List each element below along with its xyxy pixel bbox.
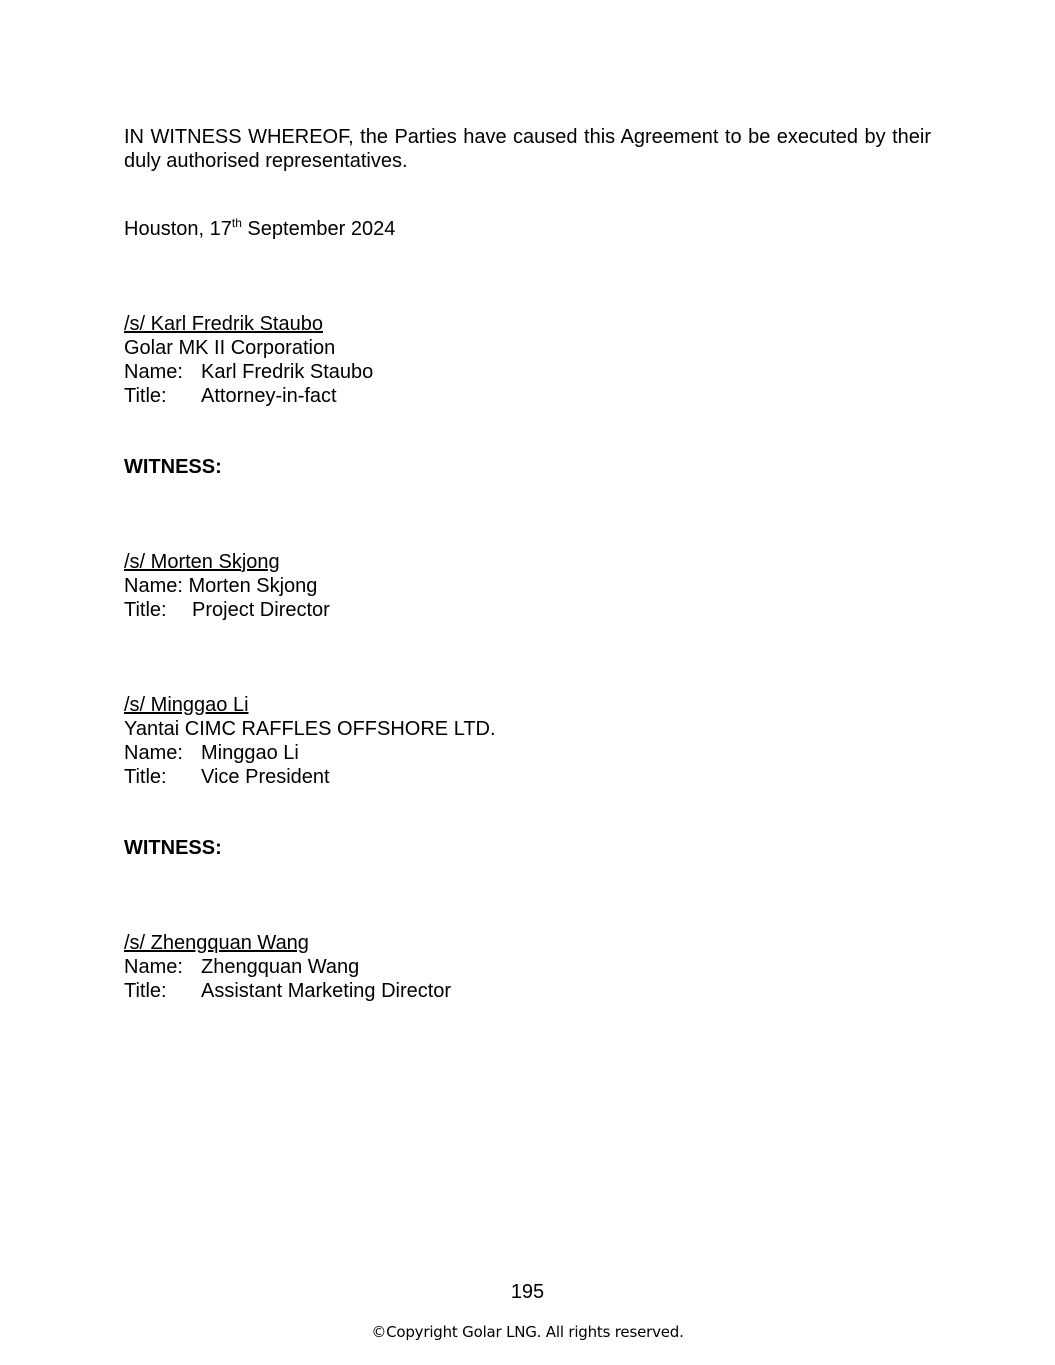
date-line — [124, 217, 395, 241]
title-label: Title: — [124, 766, 167, 788]
title-label: Title: — [124, 980, 167, 1002]
witness-clause: IN WITNESS WHEREOF, the Parties have caused this Agreement to be executed by their duly authorised representatives. — [124, 126, 931, 172]
title-value: Attorney-in-fact — [201, 385, 337, 407]
name-row — [124, 741, 496, 765]
company-name: Golar MK II Corporation — [124, 337, 336, 359]
signature-line: /s/ Morten Skjong — [124, 551, 280, 573]
name-value: Minggao Li — [201, 742, 299, 764]
signatory-1-block — [124, 312, 373, 408]
signature-line: /s/ Zhengquan Wang — [124, 932, 309, 954]
signature-line: /s/ Karl Fredrik Staubo — [124, 313, 323, 335]
name-value: Zhengquan Wang — [201, 956, 360, 978]
title-value: Assistant Marketing Director — [201, 980, 452, 1002]
title-row — [124, 598, 330, 622]
date-suffix: September 2024 — [241, 218, 396, 240]
title-row — [124, 765, 496, 789]
title-value: Project Director — [192, 599, 330, 621]
name-value: Morten Skjong — [188, 575, 318, 597]
title-value: Vice President — [201, 766, 330, 788]
title-row — [124, 979, 451, 1003]
witness-1-block — [124, 550, 330, 622]
name-row — [124, 360, 373, 384]
page-number: 195 — [510, 1281, 545, 1303]
copyright-footer: ©Copyright Golar LNG. All rights reserved. — [371, 1323, 684, 1341]
witness-heading: WITNESS: — [124, 456, 222, 478]
witness-heading: WITNESS: — [124, 837, 222, 859]
name-label: Name: — [124, 361, 183, 383]
title-label: Title: — [124, 599, 167, 621]
name-label: Name: — [124, 956, 183, 978]
title-row — [124, 384, 373, 408]
name-label: Name: — [124, 742, 183, 764]
title-label: Title: — [124, 385, 167, 407]
company-name: Yantai CIMC RAFFLES OFFSHORE LTD. — [124, 718, 496, 740]
name-row — [124, 955, 451, 979]
date-prefix: Houston, 17 — [124, 218, 232, 240]
witness-2-block — [124, 931, 451, 1003]
name-row — [124, 574, 330, 598]
date-superscript: th — [231, 216, 242, 230]
name-value: Karl Fredrik Staubo — [201, 361, 374, 383]
name-label: Name: — [124, 575, 183, 597]
signature-line: /s/ Minggao Li — [124, 694, 249, 716]
signatory-2-block — [124, 693, 496, 789]
